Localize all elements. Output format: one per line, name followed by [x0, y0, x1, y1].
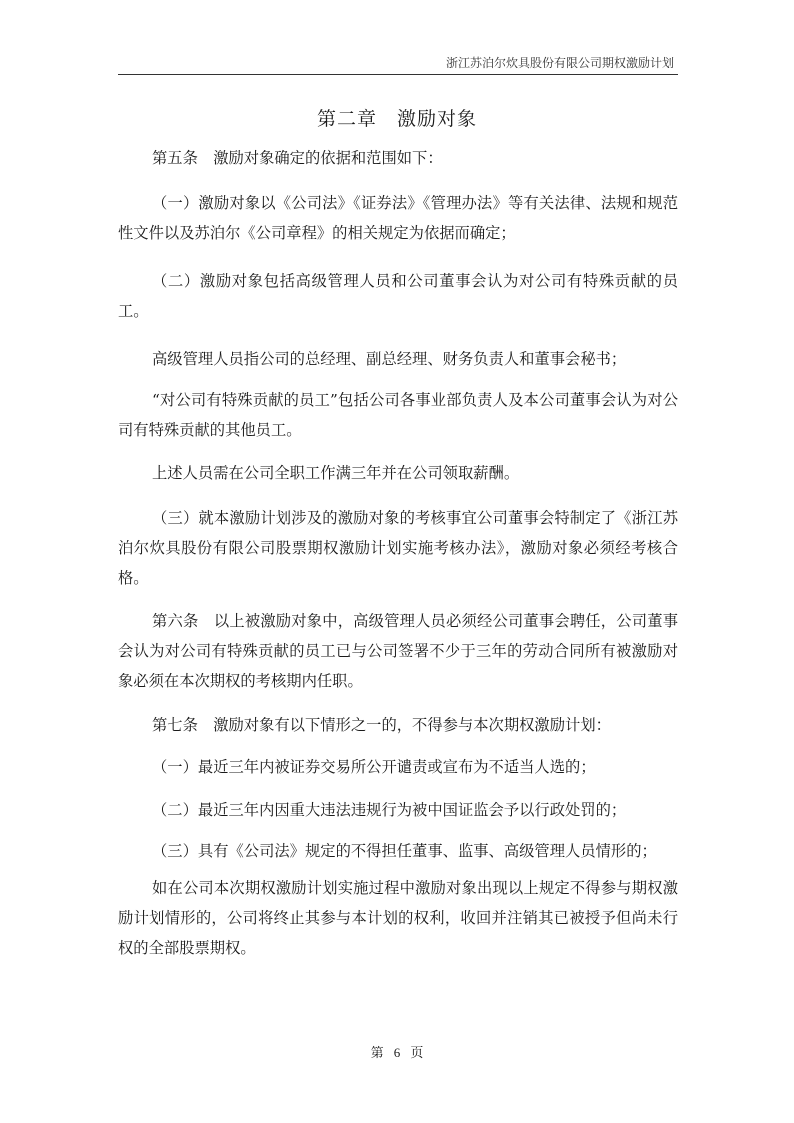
chapter-title: 第二章 激励对象: [316, 108, 477, 130]
termination-clause: 如在公司本次期权激励计划实施过程中激励对象出现以上规定不得参与期权激励计划情形的，公司将终止其参与本计划的权利，收回并注销其已被授予但尚未行权的全部股票期权。: [118, 879, 678, 957]
header-title: 浙江苏泊尔炊具股份有限公司期权激励计划: [445, 56, 674, 70]
page-footer: [0, 1042, 794, 1061]
clause-7-1: （一）最近三年内被证券交易所公开谴责或宣布为不适当人选的；: [152, 758, 596, 776]
clause-5-1: （一）激励对象以《公司法》《证券法》《管理办法》等有关法律、法规和规范性文件以及苏泊尔《公司章程》的相关规定为依据而确定；: [118, 194, 678, 242]
employment-requirement: 上述人员需在公司全职工作满三年并在公司领取薪酬。: [152, 464, 520, 482]
page-number: 6: [393, 1045, 401, 1060]
clause-5-3: （三）就本激励计划涉及的激励对象的考核事宜公司董事会特制定了《浙江苏泊尔炊具股份有限公司股票期权激励计划实施考核办法》，激励对象必须经考核合格。: [118, 509, 678, 587]
page-header: [118, 50, 678, 75]
clause-7-3: （三）具有《公司法》规定的不得担任董事、监事、高级管理人员情形的；: [152, 842, 657, 860]
page-number-prefix: 第: [370, 1046, 384, 1061]
senior-management-definition: 高级管理人员指公司的总经理、副总经理、财务负责人和董事会秘书；: [152, 350, 627, 368]
page-number-suffix: 页: [410, 1046, 424, 1061]
article-5: 第五条 激励对象确定的依据和范围如下：: [152, 149, 443, 167]
special-contributor-definition: “对公司有特殊贡献的员工”包括公司各事业部负责人及本公司董事会认为对公司有特殊贡献的其他员工。: [118, 391, 678, 439]
article-6: 第六条 以上被激励对象中，高级管理人员必须经公司董事会聘任，公司董事会认为对公司有特殊贡献的员工已与公司签署不少于三年的劳动合同所有被激励对象必须在本次期权的考核期内任职。: [118, 612, 678, 690]
clause-5-2: （二）激励对象包括高级管理人员和公司董事会认为对公司有特殊贡献的员工。: [118, 272, 678, 320]
article-7: 第七条 激励对象有以下情形之一的，不得参与本次期权激励计划：: [152, 716, 611, 734]
clause-7-2: （二）最近三年内因重大违法违规行为被中国证监会予以行政处罚的；: [152, 801, 627, 819]
